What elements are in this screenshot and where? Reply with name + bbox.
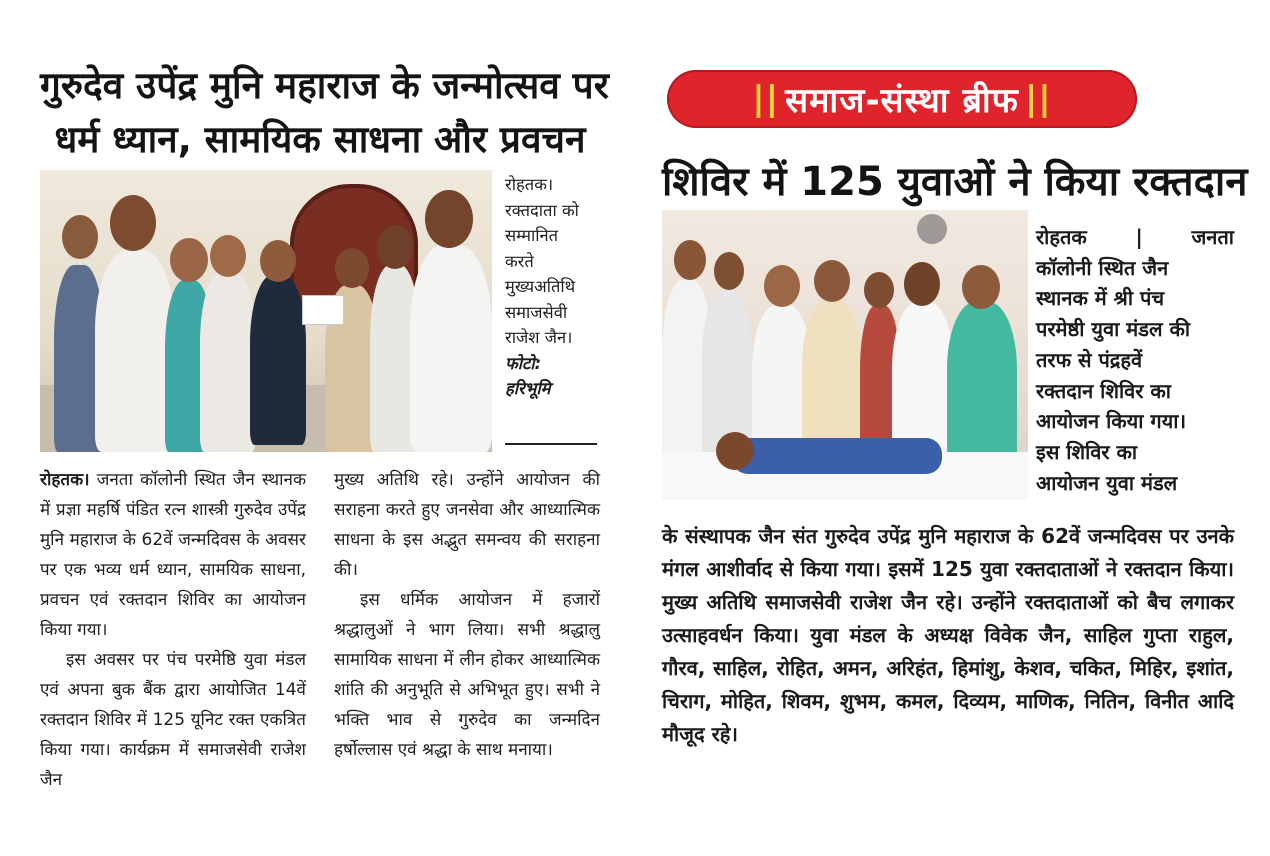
left-column-2 — [334, 465, 600, 765]
caption-line: समाजसेवी — [505, 302, 568, 322]
side-line: कॉलोनी स्थित जैन — [1036, 255, 1169, 280]
side-line: आयोजन युवा मंडल — [1036, 470, 1178, 495]
caption-line: रक्तदाता को — [505, 200, 579, 220]
right-headline: शिविर में 125 युवाओं ने किया रक्तदान — [662, 159, 1248, 205]
right-side-text — [1036, 222, 1234, 498]
paragraph-text: जनता कॉलोनी स्थित जैन स्थानक में प्रज्ञा महर्षि पंडित रत्न शास्त्री गुरुदेव उपेंद्र मुनि महाराज के 62वें जन्मदिवस के अवसर पर एक भव्य धर्म ध्यान, सामयिक साधना, प्रवचन एवं रक्तदान शिविर का आयोजन किया गया। — [40, 470, 307, 640]
caption-rule — [505, 443, 597, 445]
paragraph: इस धर्मिक आयोजन में हजारों श्रद्धालुओं ने भाग लिया। सभी श्रद्धालु सामायिक साधना में लीन होकर आध्यात्मिक शांति की अनुभूति से अभिभूत हुए। सभी ने भक्ति भाव से गुरुदेव का जन्मदिन हर्षोल्लास एवं श्रद्धा के साथ मनाया। — [334, 590, 600, 760]
paragraph — [40, 465, 306, 645]
left-photo — [40, 170, 492, 452]
left-headline-line1: गुरुदेव उपेंद्र मुनि महाराज के जन्मोत्सव पर — [40, 64, 609, 107]
left-column-1 — [40, 465, 306, 795]
caption-line: मुख्यअतिथि — [505, 277, 576, 296]
caption-line: करते — [505, 251, 534, 271]
paragraph: मुख्य अतिथि रहे। उन्होंने आयोजन की सराहना करते हुए जनसेवा और आध्यात्मिक साधना के इस अद्भुत समन्वय की सराहना की। — [334, 470, 600, 580]
dateline: रोहतक। — [40, 470, 90, 490]
caption-line: सम्मानित — [505, 226, 559, 245]
left-headline-line2: धर्म ध्यान, सामयिक साधना और प्रवचन — [54, 118, 586, 161]
photo-caption — [505, 172, 600, 402]
side-line: आयोजन किया गया। — [1036, 409, 1187, 434]
side-line — [1036, 222, 1234, 253]
photo-credit: हरिभूमि — [505, 379, 551, 398]
badge-bars: || — [752, 79, 780, 119]
side-line: रक्तदान शिविर का — [1036, 378, 1171, 403]
paragraph: इस अवसर पर पंच परमेष्ठि युवा मंडल एवं अपना बुक बैंक द्वारा आयोजित 14वें रक्तदान शिविर में 125 यूनिट रक्त एकत्रित किया गया। कार्यक्रम में समाजसेवी राजेश जैन — [40, 650, 306, 790]
side-line: स्थानक में श्री पंच — [1036, 286, 1165, 311]
caption-line: रोहतक। — [505, 175, 554, 194]
side-line: परमेष्ठी युवा मंडल की — [1036, 317, 1191, 342]
dateline: रोहतक — [1036, 225, 1087, 249]
photo-credit: फोटो: — [505, 353, 542, 373]
section-badge-label: समाज-संस्था ब्रीफ — [785, 81, 1019, 121]
right-photo — [662, 210, 1028, 500]
side-line: इस शिविर का — [1036, 439, 1138, 464]
paragraph: के संस्थापक जैन संत गुरुदेव उपेंद्र मुनि महाराज के 62वें जन्मदिवस पर उनके मंगल आशीर्वाद से किया गया। इसमें 125 युवा रक्तदाताओं ने रक्तदान किया। मुख्य अतिथि समाजसेवी राजेश जैन रहे। उन्होंने रक्तदाताओं को बैच लगाकर उत्साहवर्धन किया। युवा मंडल के अध्यक्ष विवेक जैन, साहिल गुप्ता राहुल, गौरव, साहिल, रोहित, अमन, अरिहंत, हिमांशु, केशव, चकित, मिहिर, इशांत, चिराग, मोहित, शिवम, शुभम, कमल, दिव्यम, माणिक, नितिन, विनीत आदि मौजूद रहे। — [662, 524, 1234, 746]
side-word: जनता — [1191, 225, 1234, 249]
side-line: तरफ से पंद्रहवें — [1036, 347, 1143, 372]
caption-line: राजेश जैन। — [505, 328, 573, 347]
separator: | — [1135, 225, 1143, 249]
right-full-text — [662, 520, 1234, 751]
badge-bars: || — [1024, 79, 1052, 119]
section-badge — [667, 70, 1137, 128]
